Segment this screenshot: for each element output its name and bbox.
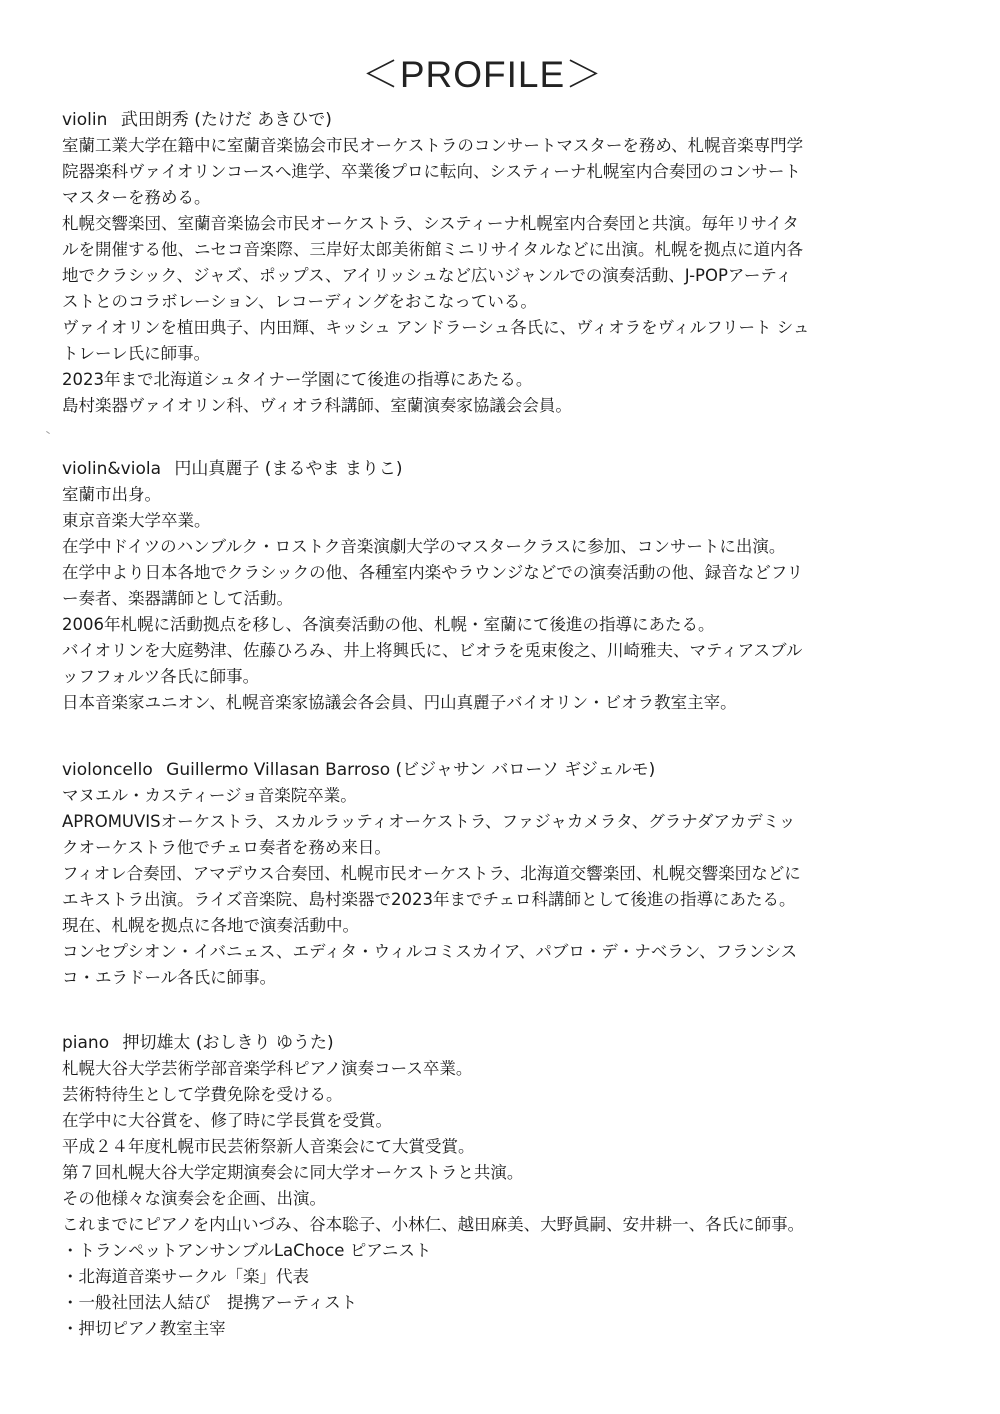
profile-line: ヴァイオリンを植田典子、内田輝、キッシュ アンドラーシュ各氏に、ヴィオラをヴィルフリート シュ (62, 318, 810, 337)
profile-line: 島村楽器ヴァイオリン科、ヴィオラ科講師、室蘭演奏家協議会会員。 (62, 396, 572, 415)
profile-line: ・トランペットアンサンブルLaChoce ピアニスト (62, 1241, 432, 1260)
profile-line: その他様々な演奏会を企画、出演。 (62, 1189, 326, 1208)
profile-line: マヌエル・カスティージョ音楽院卒業。 (62, 786, 357, 805)
profile-line: 札幌大谷大学芸術学部音楽学科ピアノ演奏コース卒業。 (62, 1059, 473, 1078)
profile-line: マスターを務める。 (62, 188, 211, 207)
profile-line: クオーケストラ他でチェロ奏者を務め来日。 (62, 838, 391, 857)
profile-name: 武田朗秀 (たけだ あきひで) (120, 110, 332, 130)
profile-body (62, 133, 942, 419)
scan-speck (46, 431, 50, 434)
profile-instrument: violin&viola (62, 459, 161, 479)
profile-line: 第７回札幌大谷大学定期演奏会に同大学オーケストラと共演。 (62, 1163, 524, 1182)
profile-heading (62, 757, 942, 783)
profile-line: 2023年まで北海道シュタイナー学園にて後進の指導にあたる。 (62, 370, 533, 389)
profile-line: 在学中より日本各地でクラシックの他、各種室内楽やラウンジなどでの演奏活動の他、録音などフリ (62, 563, 804, 582)
profile-body (62, 1056, 942, 1342)
profile-line: ・押切ピアノ教室主宰 (62, 1319, 226, 1338)
profile-line: ・一般社団法人結び 提携アーティスト (62, 1293, 358, 1312)
profile-line: コ・エラドール各氏に師事。 (62, 968, 277, 987)
profile-line: 2006年札幌に活動拠点を移し、各演奏活動の他、札幌・室蘭にて後進の指導にあたる。 (62, 615, 715, 634)
profile-line: ・北海道音楽サークル「楽」代表 (62, 1267, 310, 1286)
profile-heading (62, 107, 942, 133)
profile-name: 円山真麗子 (まるやま まりこ) (174, 459, 403, 479)
profile-line: 現在、札幌を拠点に各地で演奏活動中。 (62, 916, 359, 935)
profile-section-violin-viola (62, 456, 942, 716)
profile-line: コンセプシオン・イバニェス、エディタ・ウィルコミスカイア、パブロ・デ・ナベラン、フランシス (62, 942, 798, 961)
profile-line: フィオレ合奏団、アマデウス合奏団、札幌市民オーケストラ、北海道交響楽団、札幌交響楽団などに (62, 864, 801, 883)
profile-line: バイオリンを大庭勢津、佐藤ひろみ、井上将興氏に、ビオラを兎束俊之、川崎雅夫、マティアスブル (62, 641, 803, 660)
profile-line: ストとのコラボレーション、レコーディングをおこなっている。 (62, 292, 537, 311)
page-title: ＜PROFILE＞ (361, 54, 604, 95)
profile-heading (62, 1030, 942, 1056)
profile-line: 室蘭工業大学在籍中に室蘭音楽協会市民オーケストラのコンサートマスターを務め、札幌音楽専門学 (62, 136, 804, 155)
profile-instrument: violoncello (62, 760, 153, 780)
profile-line: 平成２４年度札幌市民芸術祭新人音楽会にて大賞受賞。 (62, 1137, 475, 1156)
profile-section-piano (62, 1030, 942, 1342)
profile-line: 札幌交響楽団、室蘭音楽協会市民オーケストラ、システィーナ札幌室内合奏団と共演。毎年リサイタ (62, 214, 799, 233)
profile-name: Guillermo Villasan Barroso (ビジャサン バローソ ギジェルモ) (166, 760, 656, 780)
profile-line: トレーレ氏に師事。 (62, 344, 211, 363)
profile-body (62, 783, 942, 991)
profile-name: 押切雄太 (おしきり ゆうた) (122, 1033, 334, 1053)
profile-line: ー奏者、楽器講師として活動。 (62, 589, 293, 608)
profile-line: 在学中に大谷賞を、修了時に学長賞を受賞。 (62, 1111, 392, 1130)
profile-line: これまでにピアノを内山いづみ、谷本聡子、小林仁、越田麻美、大野眞嗣、安井耕一、各氏に師事。 (62, 1215, 805, 1234)
profile-instrument: piano (62, 1033, 110, 1053)
profile-line: 日本音楽家ユニオン、札幌音楽家協議会各会員、円山真麗子バイオリン・ビオラ教室主宰。 (62, 693, 737, 712)
profile-line: ルを開催する他、ニセコ音楽際、三岸好太郎美術館ミニリサイタルなどに出演。札幌を拠点に道内各 (62, 240, 804, 259)
profile-section-violin (62, 107, 942, 419)
profile-line: ッフフォルツ各氏に師事。 (62, 667, 260, 686)
profile-line: 地でクラシック、ジャズ、ポップス、アイリッシュなど広いジャンルでの演奏活動、J-POPアーティ (62, 266, 793, 285)
profile-line: APROMUVISオーケストラ、スカルラッティオーケストラ、ファジャカメラタ、グラナダアカデミッ (62, 812, 796, 831)
profile-heading (62, 456, 942, 482)
profile-line: 室蘭市出身。 (62, 485, 161, 504)
profile-line: 院器楽科ヴァイオリンコースへ進学、卒業後プロに転向、システィーナ札幌室内合奏団のコンサート (62, 162, 801, 181)
profile-line: エキストラ出演。ライズ音楽院、島村楽器で2023年までチェロ科講師として後進の指導にあたる。 (62, 890, 796, 909)
profile-line: 芸術特待生として学費免除を受ける。 (62, 1085, 343, 1104)
profile-body (62, 482, 942, 716)
profile-instrument: violin (62, 110, 108, 130)
profile-line: 在学中ドイツのハンブルク・ロストク音楽演劇大学のマスタークラスに参加、コンサートに出演。 (62, 537, 786, 556)
profile-section-violoncello (62, 757, 942, 991)
profile-line: 東京音楽大学卒業。 (62, 511, 211, 530)
